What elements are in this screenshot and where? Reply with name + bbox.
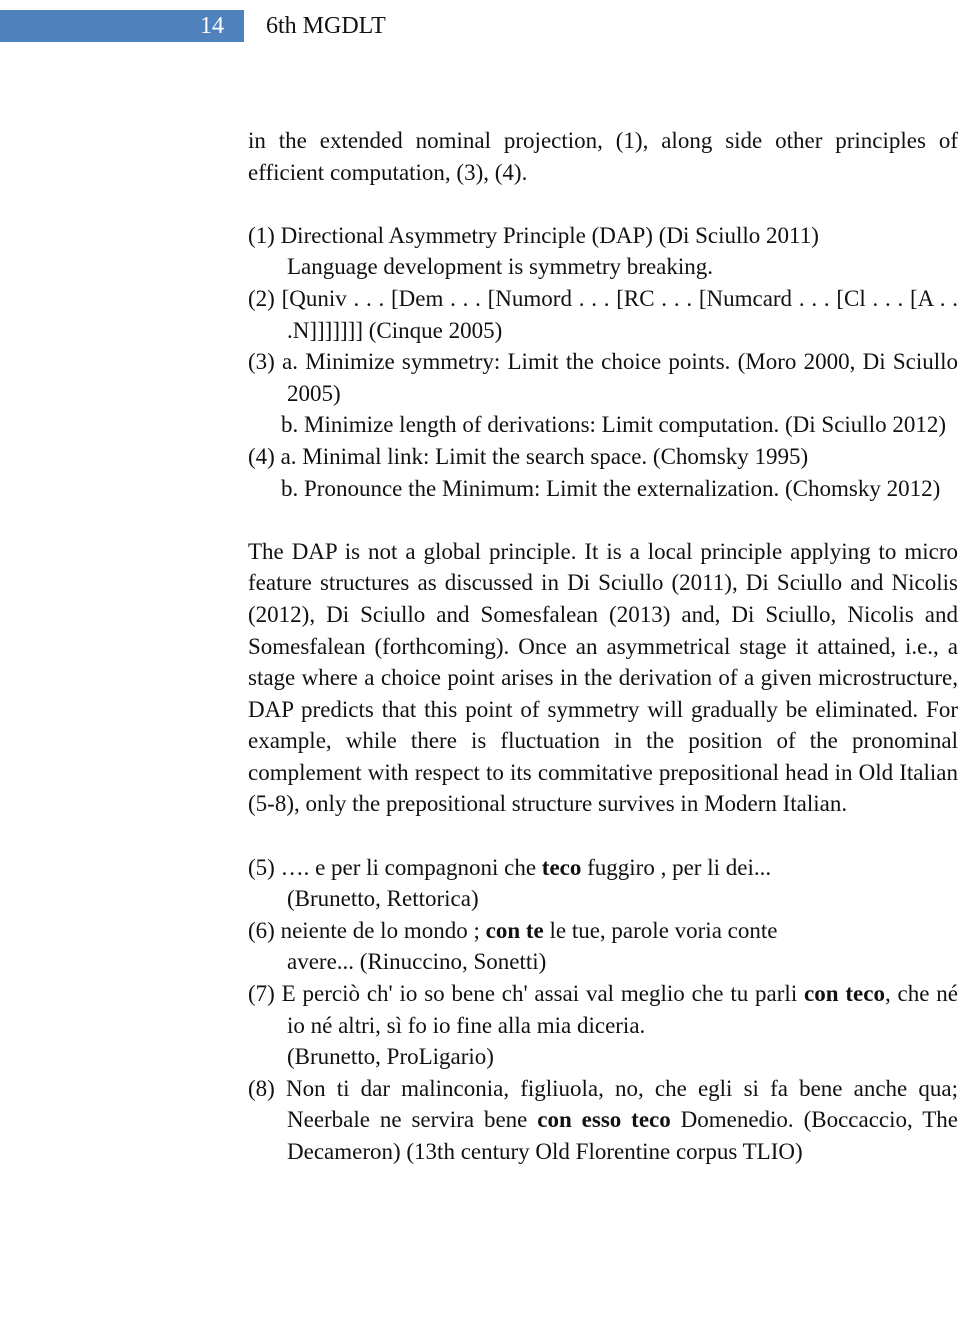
example-5-bold: teco bbox=[541, 854, 582, 880]
example-1-line-1: (1) Directional Asymmetry Principle (DAP) (Di Sciullo 2011) bbox=[248, 222, 819, 248]
example-8-text: (8) Non ti dar malinconia, figliuola, no, che egli si fa bene anche qua; Neerbale ne servira bene bbox=[248, 1075, 958, 1133]
body-paragraph: The DAP is not a global principle. It is a local principle applying to micro feature structures as discussed in Di Sciullo (2011), Di Sciullo and Nicolis (2012), Di Sciullo and Somesfalean (2013) and, Di Sciullo, Nicolis and Somesfalean (forthcoming). Once an asymmetrical stage it attained, i.e., a stage where a choice point arises in the derivation of a given microstructure, DAP predicts that this point of symmetry will gradually be eliminated. For example, while there is fluctuation in the position of the pronominal complement with respect to its commitative prepositional head in Old Italian (5-8), only the prepositional structure survives in Modern Italian. bbox=[248, 538, 958, 817]
example-3a: (3) a. Minimize symmetry: Limit the choice points. (Moro 2000, Di Sciullo 2005) bbox=[248, 349, 958, 406]
intro-paragraph: in the extended nominal projection, (1), along side other principles of efficient computation, (3), (4). bbox=[248, 128, 958, 185]
example-8-bold: con esso teco bbox=[537, 1107, 671, 1133]
example-7-text: (7) E perciò ch' io so bene ch' assai val meglio che tu parli bbox=[248, 981, 805, 1007]
example-6-continuation: avere... (Rinuccino, Sonetti) bbox=[287, 949, 547, 975]
example-6-bold: con te bbox=[485, 917, 544, 943]
running-title: 6th MGDLT bbox=[266, 13, 386, 39]
page-content bbox=[248, 125, 958, 1168]
example-5-text: (5) …. e per li compagnoni che bbox=[248, 854, 542, 880]
example-4b: b. Pronounce the Minimum: Limit the externalization. (Chomsky 2012) bbox=[281, 475, 941, 501]
example-7 bbox=[248, 978, 958, 1041]
example-6-text-end: le tue, parole voria conte bbox=[543, 917, 778, 943]
example-7-source: (Brunetto, ProLigario) bbox=[287, 1044, 494, 1070]
example-6 bbox=[248, 915, 958, 947]
example-1-line-2: Language development is symmetry breaking. bbox=[287, 254, 714, 280]
example-7-bold: con teco bbox=[804, 981, 885, 1007]
example-8 bbox=[248, 1073, 958, 1168]
example-2: (2) [Quniv . . . [Dem . . . [Numord . . . [RC . . . [Numcard . . . [Cl . . . [A . . .N]]]]]]] (Cinque 2005) bbox=[248, 285, 958, 343]
page-number: 14 bbox=[200, 13, 224, 39]
example-5-source: (Brunetto, Rettorica) bbox=[287, 886, 479, 912]
example-6-text: (6) neiente de lo mondo ; bbox=[248, 917, 486, 943]
example-4a: (4) a. Minimal link: Limit the search space. (Chomsky 1995) bbox=[248, 443, 809, 469]
example-5-text-end: fuggiro , per li dei... bbox=[581, 854, 772, 880]
example-1 bbox=[248, 220, 958, 283]
example-3b: b. Minimize length of derivations: Limit computation. (Di Sciullo 2012) bbox=[281, 412, 946, 438]
example-5 bbox=[248, 852, 958, 884]
example-8-text-end: Domenedio. (Boccaccio, The Decameron) (13th century Old Florentine corpus TLIO) bbox=[287, 1107, 958, 1164]
example-7-text-end: , che né io né altri, sì fo io fine alla mia diceria. bbox=[287, 981, 958, 1038]
